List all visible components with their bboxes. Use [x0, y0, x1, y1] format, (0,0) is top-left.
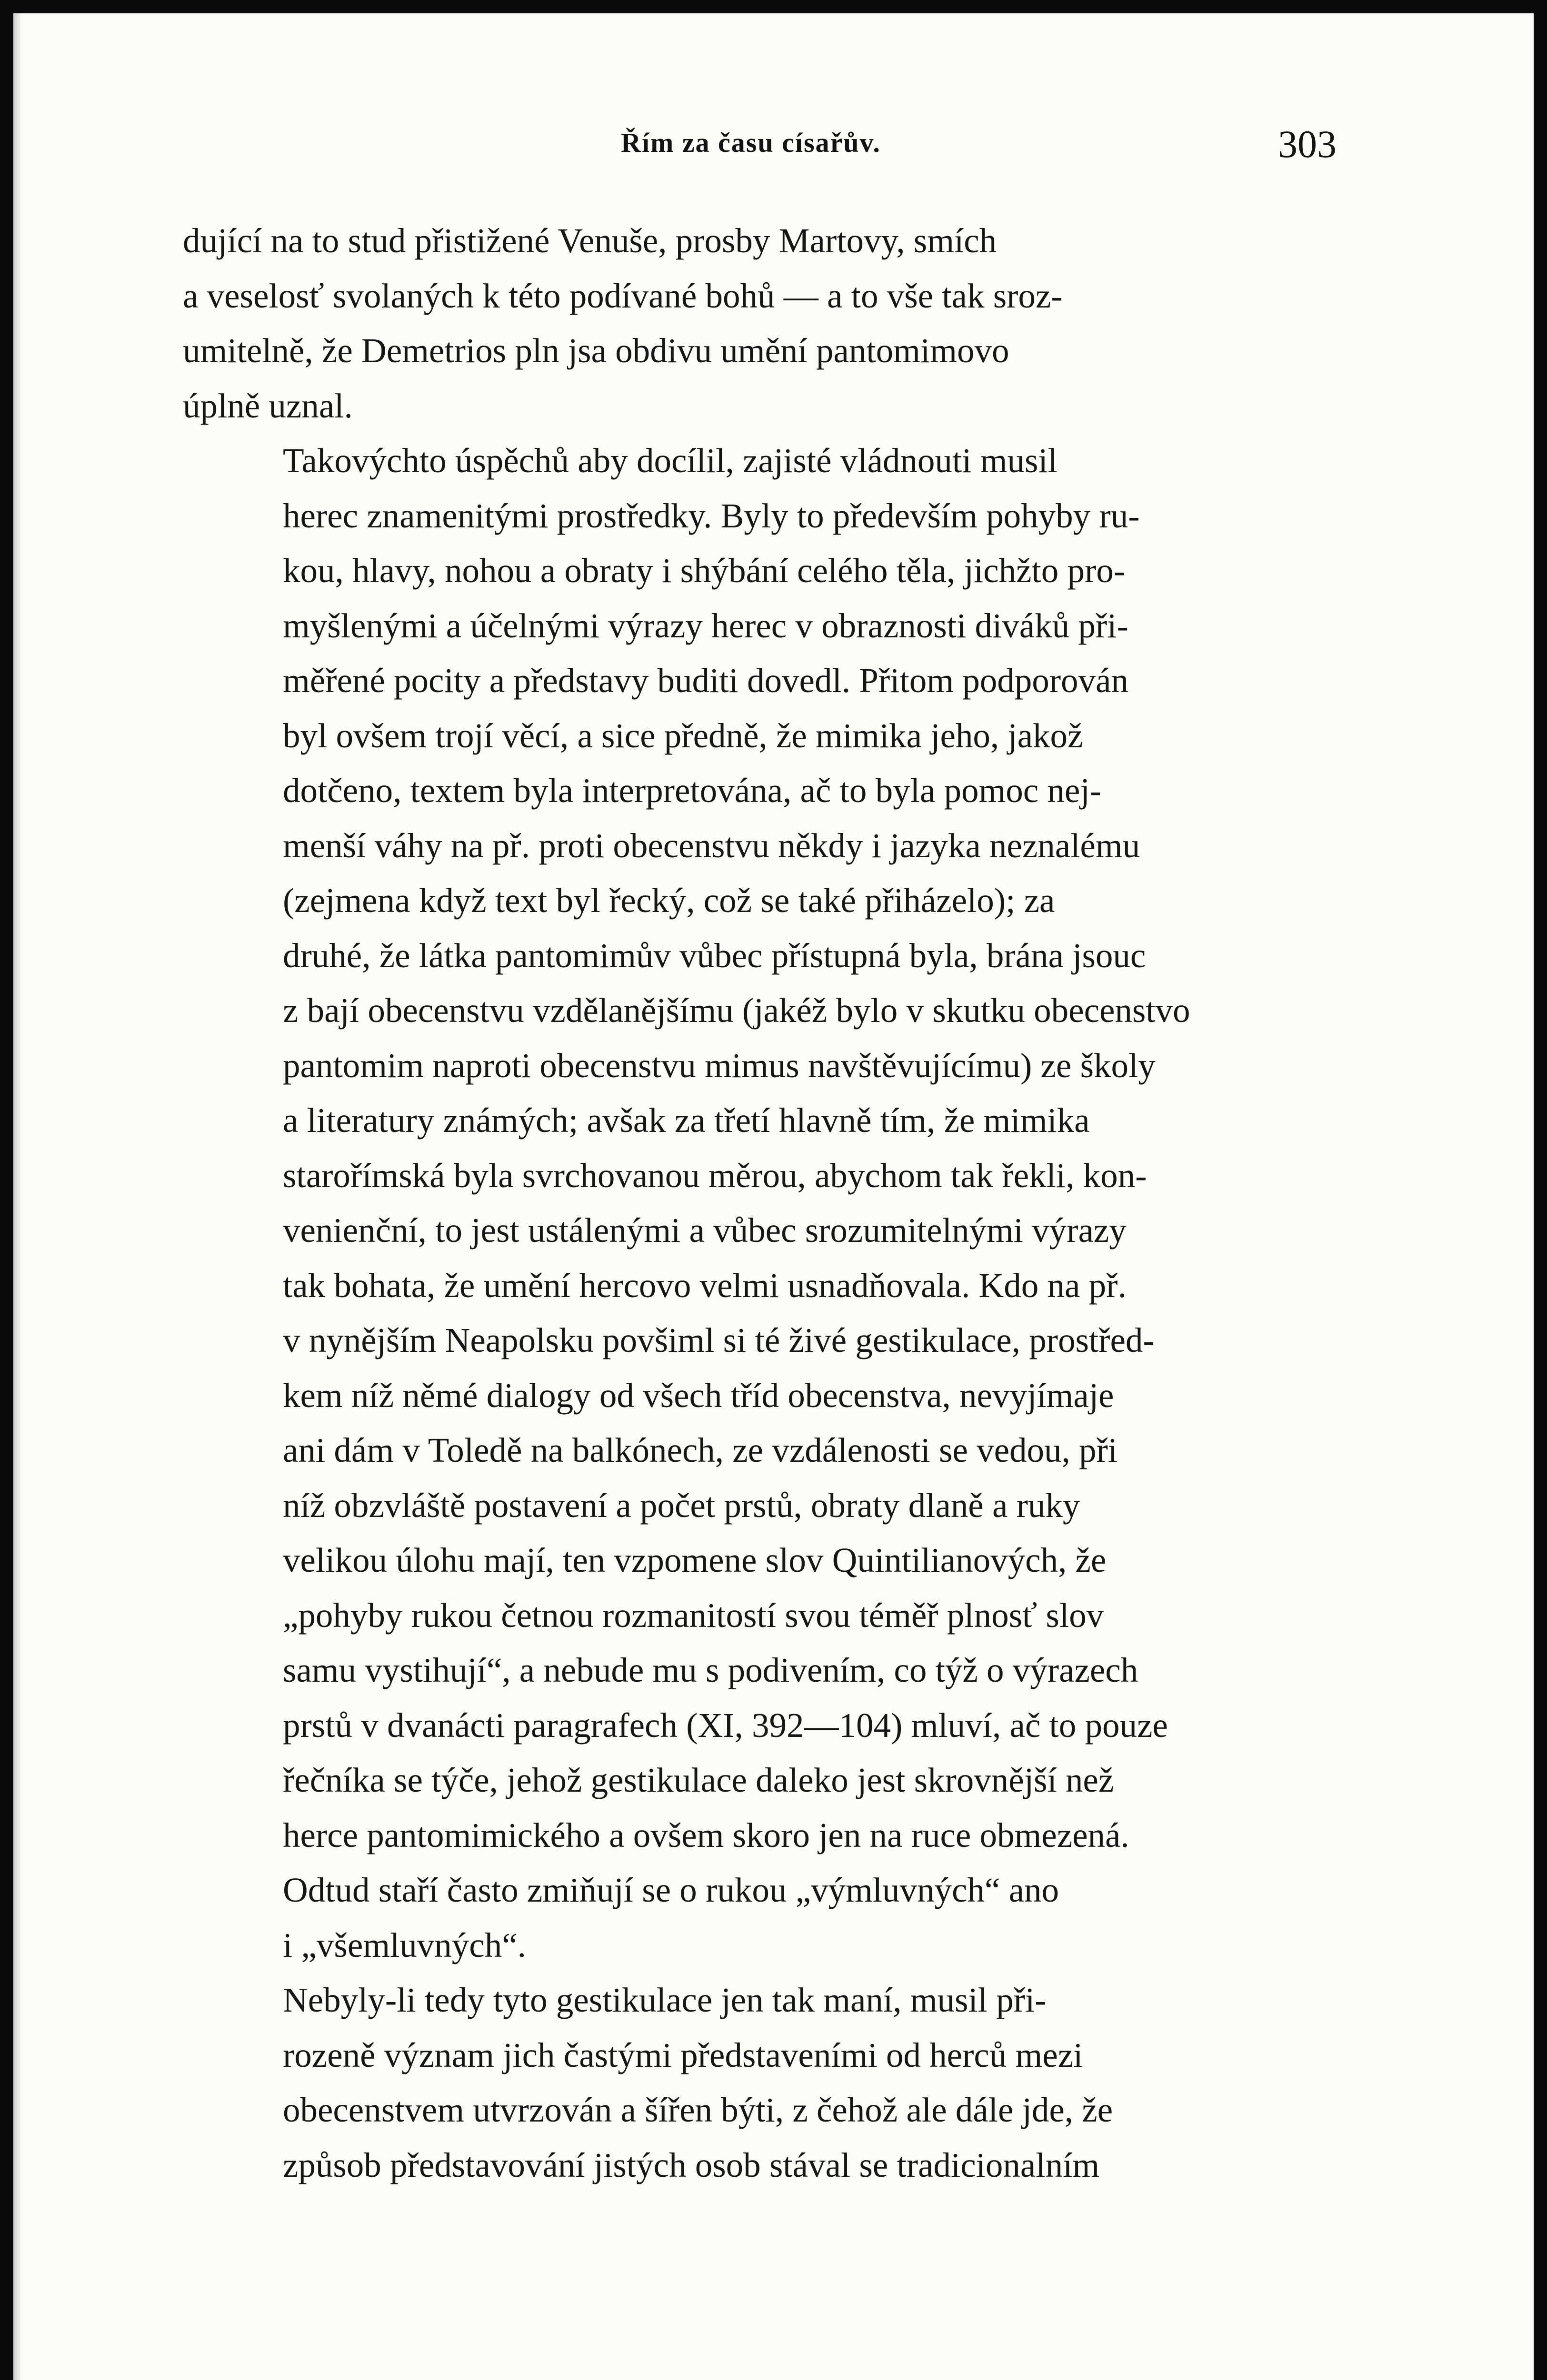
text-line: umitelně, že Demetrios pln jsa obdivu umění pantomimovo	[183, 331, 1009, 370]
text-line: (zejmena když text byl řecký, což se také přiházelo); za	[283, 881, 1055, 920]
text-line: z bají obecenstvu vzdělanějšímu (jakéž bylo v skutku obecenstvo	[283, 991, 1190, 1030]
text-line: byl ovšem trojí věcí, a sice předně, že mimika jeho, jakož	[283, 716, 1083, 755]
text-line: tak bohata, že umění hercovo velmi usnadňovala. Kdo na př.	[283, 1266, 1127, 1305]
text-line: herec znamenitými prostředky. Byly to především pohyby ru-	[283, 496, 1140, 535]
paragraph-continuation	[183, 213, 1352, 433]
text-line: venienční, to jest ustálenými a vůbec srozumitelnými výrazy	[283, 1211, 1127, 1250]
text-line: kem níž němé dialogy od všech tříd obecenstva, nevyjímaje	[283, 1376, 1114, 1415]
text-line: starořímská byla svrchovanou měrou, abychom tak řekli, kon-	[283, 1156, 1147, 1195]
paragraph-main	[183, 433, 1352, 1973]
text-line: „pohyby rukou četnou rozmanitostí svou téměř plnosť slov	[283, 1596, 1104, 1635]
text-line: prstů v dvanácti paragrafech (XI, 392—104) mluví, ač to pouze	[283, 1706, 1168, 1745]
text-line: měřené pocity a představy buditi dovedl. Přitom podporován	[283, 661, 1128, 700]
text-line: Odtud staří často zmiňují se o rukou „výmluvných“ ano	[283, 1871, 1059, 1909]
text-line: způsob představování jistých osob stával se tradicionalním	[283, 2145, 1100, 2184]
text-line: samu vystihují“, a nebude mu s podivením, co týž o výrazech	[283, 1651, 1138, 1689]
text-line: Nebyly-li tedy tyto gestikulace jen tak maní, musil při-	[283, 1981, 1047, 2019]
text-line: myšlenými a účelnými výrazy herec v obraznosti diváků při-	[283, 606, 1128, 645]
text-line: dotčeno, textem byla interpretována, ač to byla pomoc nej-	[283, 771, 1101, 810]
text-line: úplně uznal.	[183, 386, 353, 425]
text-line: obecenstvem utvrzován a šířen býti, z čehož ale dále jde, že	[283, 2091, 1113, 2129]
text-line: kou, hlavy, nohou a obraty i shýbání celého těla, jichžto pro-	[283, 551, 1126, 590]
running-title: Řím za času císařův.	[621, 127, 881, 158]
page-number: 303	[1278, 122, 1337, 166]
text-line: menší váhy na př. proti obecenstvu někdy i jazyka neznalému	[283, 826, 1140, 865]
body-text	[183, 213, 1352, 2192]
text-line: i „všemluvných“.	[283, 1925, 526, 1964]
text-line: řečníka se týče, jehož gestikulace daleko jest skrovnější než	[283, 1761, 1114, 1799]
running-header	[183, 118, 1349, 170]
text-line: druhé, že látka pantomimův vůbec přístupná byla, brána jsouc	[283, 936, 1146, 975]
text-line: pantomim naproti obecenstvu mimus navštěvujícímu) ze školy	[283, 1046, 1156, 1085]
text-line: Takovýchto úspěchů aby docílil, zajisté vládnouti musil	[283, 441, 1058, 480]
text-line: rozeně význam jich častými představeními od herců mezi	[283, 2035, 1083, 2074]
text-line: a veselosť svolaných k této podívané bohů — a to vše tak sroz-	[183, 276, 1063, 315]
text-line: dující na to stud přistižené Venuše, prosby Martovy, smích	[183, 221, 997, 260]
paragraph-final	[183, 1973, 1352, 2192]
text-line: herce pantomimického a ovšem skoro jen na ruce obmezená.	[283, 1815, 1129, 1854]
text-line: a literatury známých; avšak za třetí hlavně tím, že mimika	[283, 1101, 1090, 1140]
text-line: v nynějším Neapolsku povšiml si té živé gestikulace, prostřed-	[283, 1321, 1155, 1359]
text-line: ani dám v Toledě na balkónech, ze vzdálenosti se vedou, při	[283, 1431, 1118, 1469]
text-line: níž obzvláště postavení a počet prstů, obraty dlaně a ruky	[283, 1486, 1080, 1525]
book-page	[13, 13, 1534, 2380]
text-line: velikou úlohu mají, ten vzpomene slov Quintilianových, že	[283, 1541, 1107, 1579]
